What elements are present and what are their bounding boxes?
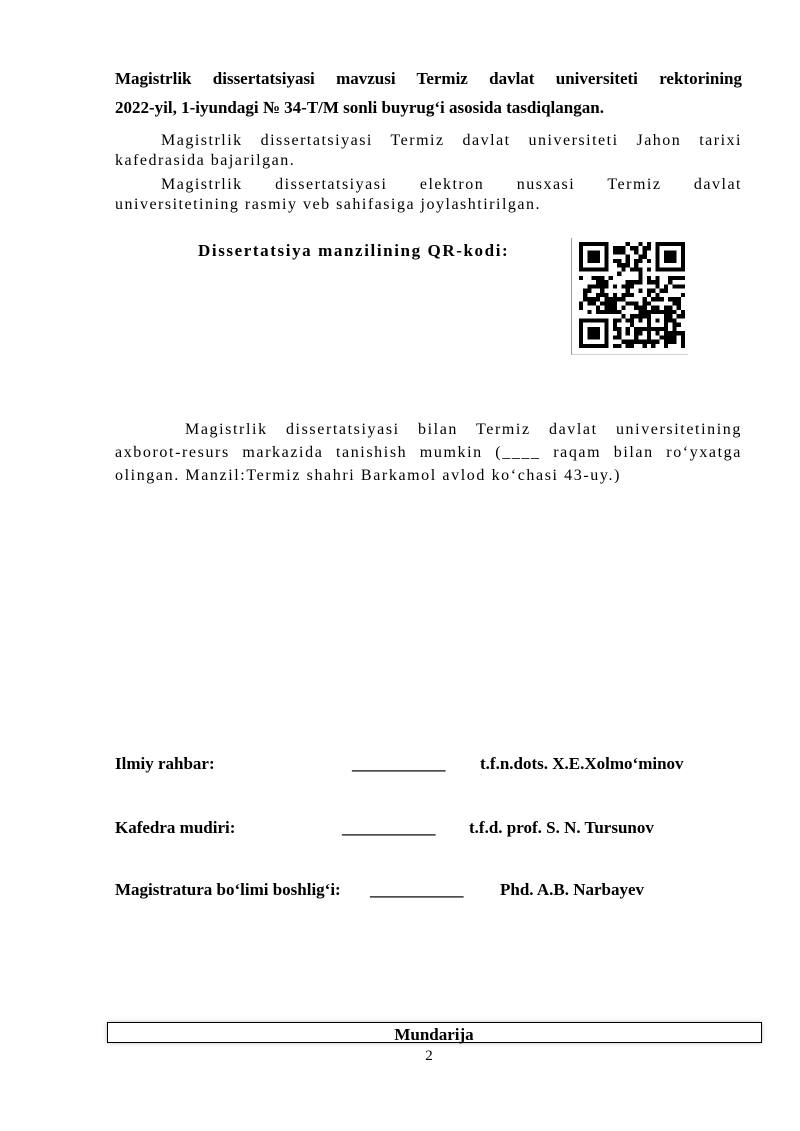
signature-name: t.f.n.dots. X.E.Xolmo‘minov [480, 754, 684, 773]
qr-code-icon [571, 238, 688, 355]
signature-row-head-of-department [115, 818, 654, 838]
signature-name: Phd. A.B. Narbayev [500, 880, 645, 899]
signature-role: Magistratura bo‘limi boshlig‘i: [115, 880, 341, 899]
signature-role: Ilmiy rahbar: [115, 754, 215, 773]
qr-label: Dissertatsiya manzilining QR-kodi: [198, 241, 510, 260]
approval-line-2: 2022-yil, 1-iyundagi № 34-T/M sonli buyrug‘i asosida tasdiqlangan. [115, 98, 604, 117]
paragraph-electronic-copy-line-1: Magistrlik dissertatsiyasi elektron nusxasi Termiz davlat [161, 176, 742, 193]
signature-blank: ___________ [370, 880, 464, 899]
signature-blank: ___________ [352, 754, 446, 773]
paragraph-electronic-copy-line-2: universitetining rasmiy veb sahifasiga joylashtirilgan. [115, 196, 541, 213]
paragraph-resource-center: Magistrlik dissertatsiyasi bilan Termiz davlat universitetining axborot-resurs markazida tanishish mumkin (____ raqam bilan ro‘yxatga olingan. Manzil:Termiz shahri Barkamol avlod ko‘chasi 43-uy.) [115, 421, 742, 484]
signature-role: Kafedra mudiri: [115, 818, 236, 837]
paragraph-electronic-copy [115, 175, 742, 215]
approval-line-1: Magistrlik dissertatsiyasi mavzusi Termiz davlat universiteti rektorining [115, 69, 742, 88]
signature-name: t.f.d. prof. S. N. Tursunov [469, 818, 654, 837]
signature-blank: ___________ [342, 818, 436, 837]
paragraph-department: Magistrlik dissertatsiyasi Termiz davlat universiteti Jahon tarixi kafedrasida bajarilgan. [115, 132, 742, 169]
toc-title: Mundarija [394, 1025, 474, 1044]
signature-row-supervisor [115, 754, 684, 774]
page-number: 2 [425, 1048, 433, 1064]
approval-statement [115, 64, 742, 122]
signature-row-masters-department [115, 880, 645, 900]
